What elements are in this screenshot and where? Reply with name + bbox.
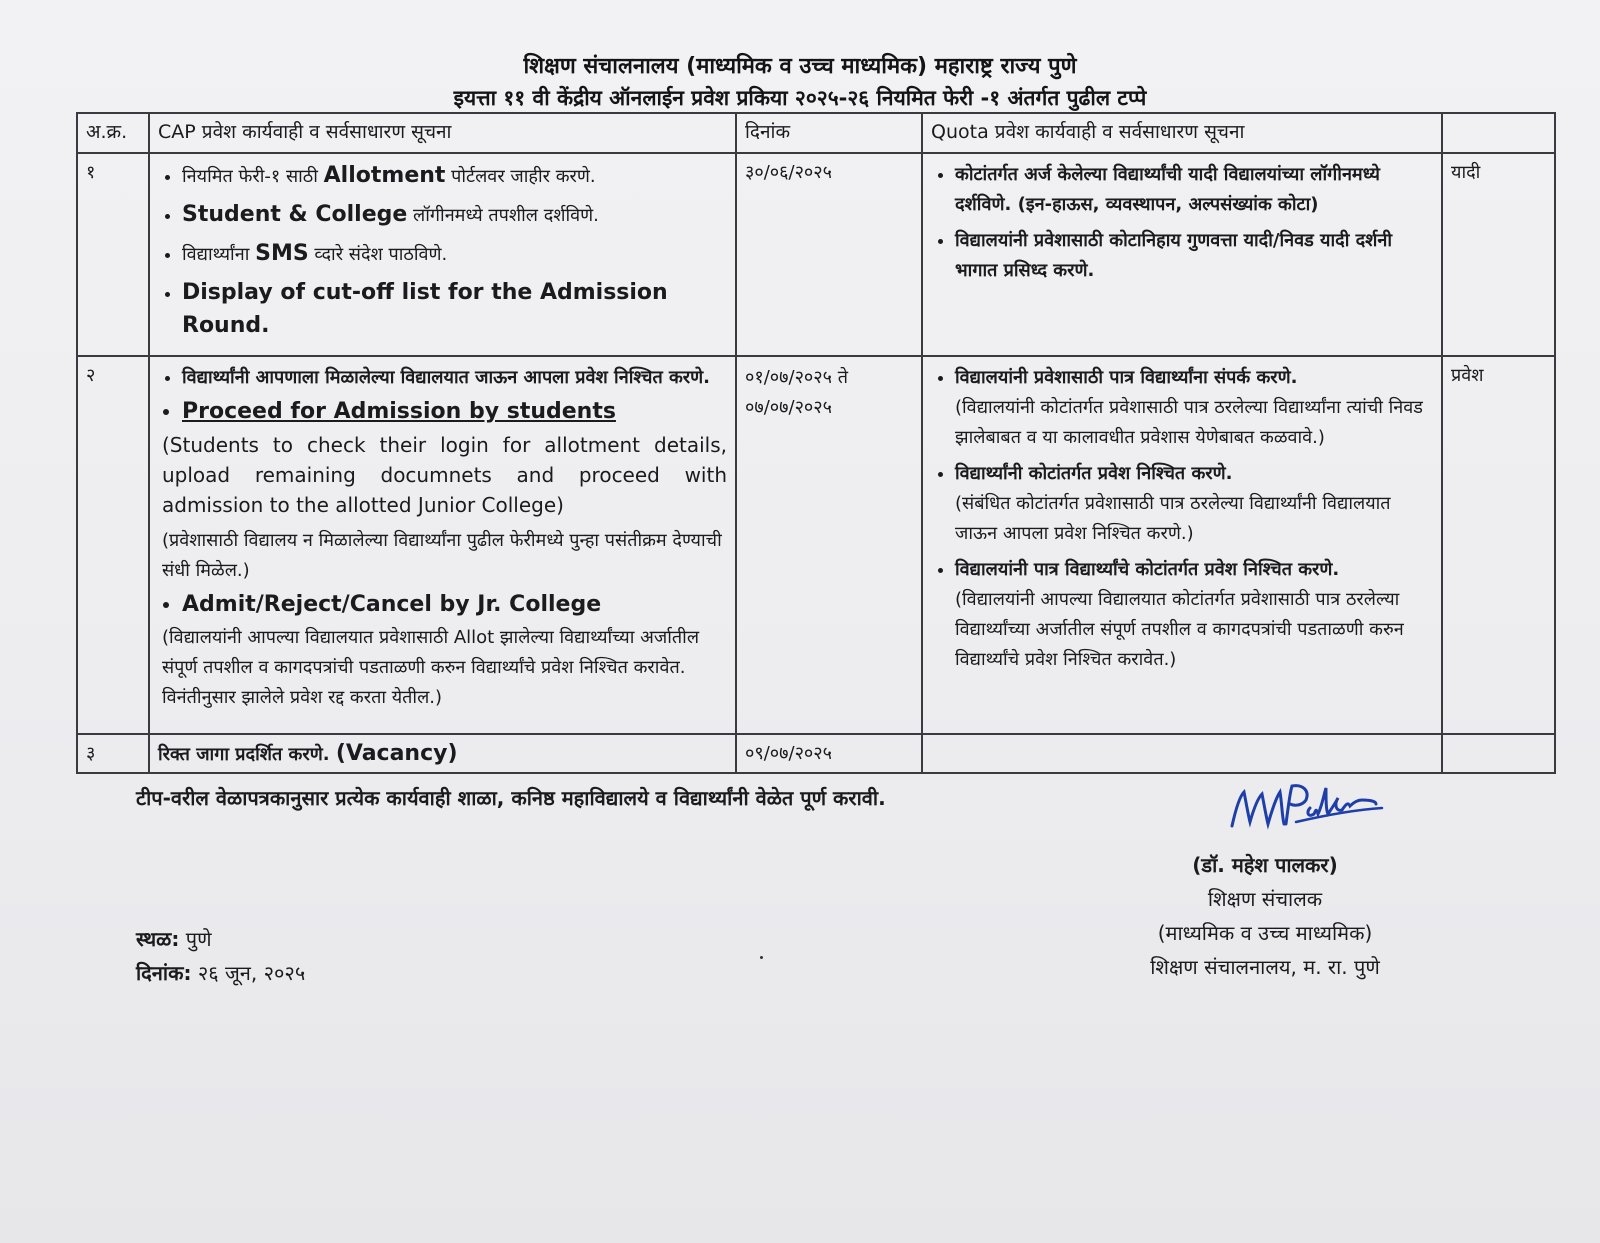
office-title: शिक्षण संचालनालय (माध्यमिक व उच्च माध्यमिक) महाराष्ट्र राज्य पुणे <box>523 54 1077 79</box>
row1-cap-cell <box>149 153 736 356</box>
signatory-block <box>1100 848 1430 984</box>
header-cap: CAP प्रवेश कार्यवाही व सर्वसाधारण सूचना <box>149 113 736 153</box>
cap-emphasis: Student & College <box>182 202 408 227</box>
row3-quota-cell <box>922 734 1442 773</box>
quota-note: (विद्यालयांनी आपल्या विद्यालयात कोटांतर्गत प्रवेशासाठी पात्र ठरलेल्या विद्यार्थ्यांच्या अर्जातील संपूर्ण तपशील व कागदपत्रांची पडताळणी करुन विद्यार्थ्यांचे प्रवेश निश्चित करावेत.) <box>955 589 1404 670</box>
header-extra <box>1442 113 1555 153</box>
place-value: पुणे <box>185 927 212 951</box>
cap-text: पोर्टलवर जाहीर करणे. <box>445 166 596 187</box>
row1-quota-cell <box>922 153 1442 356</box>
table-row <box>77 734 1555 773</box>
row3-tag <box>1442 734 1555 773</box>
header-quota: Quota प्रवेश कार्यवाही व सर्वसाधारण सूचना <box>922 113 1442 153</box>
cap-text: रिक्त जागा प्रदर्शित करणे. <box>158 744 336 765</box>
list-item <box>182 277 727 343</box>
row3-date: ०९/०७/२०२५ <box>736 734 922 773</box>
cap-text: व्दारे संदेश पाठविणे. <box>308 244 448 265</box>
row2-quota-cell <box>922 356 1442 734</box>
quota-note: (विद्यालयांनी कोटांतर्गत प्रवेशासाठी पात्र ठरलेल्या विद्यार्थ्यांना त्यांची निवड झालेबाबत व या कालावधीत प्रवेशास येणेबाबत कळवावे.) <box>955 397 1423 448</box>
list-item <box>182 160 727 193</box>
list-item: • कोटांतर्गत अर्ज केलेल्या विद्यार्थ्यांची यादी विद्यालयांच्या लॉगीनमध्ये दर्शविणे. (इन-हाऊस, व्यवस्थापन, अल्पसंख्यांक कोटा) <box>955 160 1433 220</box>
cap-emphasis: Display of cut-off list for the Admission Round. <box>182 280 668 338</box>
handwritten-signature <box>1226 778 1386 838</box>
header-serial: अ.क्र. <box>77 113 149 153</box>
list-item <box>955 459 1433 549</box>
list-item: • विद्यालयांनी प्रवेशासाठी कोटानिहाय गुणवत्ता यादी/निवड यादी दर्शनी भागात प्रसिध्द करणे. <box>955 226 1433 286</box>
row1-tag: यादी <box>1442 153 1555 356</box>
date-value: २६ जून, २०२५ <box>197 961 306 985</box>
cap-emphasis: SMS <box>255 241 309 266</box>
cap-text: विद्यार्थ्यांना <box>182 244 256 265</box>
place-date-block <box>136 922 305 990</box>
cap-text: नियमित फेरी-१ साठी <box>182 166 324 187</box>
list-item <box>955 555 1433 675</box>
quota-note: (संबंधित कोटांतर्गत प्रवेशासाठी पात्र ठरलेल्या विद्यार्थ्यांनी विद्यालयात जाऊन आपला प्रवेश निश्चित करणे.) <box>955 493 1391 544</box>
cap-text: लॉगीनमध्ये तपशील दर्शविणे. <box>407 205 599 226</box>
signatory-department: (माध्यमिक व उच्च माध्यमिक) <box>1157 921 1373 945</box>
row3-cap-cell <box>149 734 736 773</box>
signatory-designation: शिक्षण संचालक <box>1207 887 1323 911</box>
list-item <box>182 199 727 232</box>
table-row <box>77 153 1555 356</box>
list-item <box>182 238 727 271</box>
signatory-office: शिक्षण संचालनालय, म. रा. पुणे <box>1150 955 1380 979</box>
row2-serial: २ <box>77 356 149 734</box>
cap-note: (Students to check their login for allotment details, upload remaining documnets and proceed with admission to the allotted Junior College) <box>162 433 727 517</box>
stray-mark <box>760 956 763 959</box>
row3-serial: ३ <box>77 734 149 773</box>
quota-title: • विद्यालयांनी प्रवेशासाठी पात्र विद्यार्थ्यांना संपर्क करणे. <box>955 367 1298 388</box>
row2-date: ०१/०७/२०२५ ते ०७/०७/२०२५ <box>736 356 922 734</box>
document-subtitle: इयत्ता ११ वी केंद्रीय ऑनलाईन प्रवेश प्रकिया २०२५-२६ नियमित फेरी -१ अंतर्गत पुढील टप्पे <box>453 86 1147 110</box>
table-row <box>77 356 1555 734</box>
cap-emphasis: Allotment <box>323 163 446 188</box>
quota-title: • विद्यार्थ्यांनी कोटांतर्गत प्रवेश निश्चित करणे. <box>955 463 1233 484</box>
place-label: स्थळ: <box>136 927 180 951</box>
list-item: • Admit/Reject/Cancel by Jr. College <box>182 592 727 617</box>
cap-note: (प्रवेशासाठी विद्यालय न मिळालेल्या विद्यार्थ्यांना पुढील फेरीमध्ये पुन्हा पसंतीक्रम देण्याची संधी मिळेल.) <box>162 530 722 581</box>
list-item <box>955 363 1433 453</box>
cap-emphasis: (Vacancy) <box>335 741 458 766</box>
footer-note: टीप-वरील वेळापत्रकानुसार प्रत्येक कार्यवाही शाळा, कनिष्ठ महाविद्यालये व विद्यार्थ्यांनी वेळेत पूर्ण करावी. <box>136 786 886 810</box>
row1-date: ३०/०६/२०२५ <box>736 153 922 356</box>
row2-tag: प्रवेश <box>1442 356 1555 734</box>
signatory-name: (डॉ. महेश पालकर) <box>1192 853 1338 877</box>
header-date: दिनांक <box>736 113 922 153</box>
table-header-row <box>77 113 1555 153</box>
list-item: • Proceed for Admission by students <box>182 399 727 424</box>
schedule-table <box>76 112 1556 774</box>
date-label: दिनांक: <box>136 961 192 985</box>
cap-note: (विद्यालयांनी आपल्या विद्यालयात प्रवेशासाठी Allot झालेल्या विद्यार्थ्यांच्या अर्जातील संपूर्ण तपशील व कागदपत्रांची पडताळणी करुन विद्यार्थ्यांचे प्रवेश निश्चित करावेत. विनंतीनुसार झालेले प्रवेश रद्द करता येतील.) <box>162 627 700 708</box>
row1-serial: १ <box>77 153 149 356</box>
quota-title: • विद्यालयांनी पात्र विद्यार्थ्यांचे कोटांतर्गत प्रवेश निश्चित करणे. <box>955 559 1340 580</box>
list-item: • विद्यार्थ्यांनी आपणाला मिळालेल्या विद्यालयात जाऊन आपला प्रवेश निश्चित करणे. <box>182 363 727 393</box>
row2-cap-cell <box>149 356 736 734</box>
